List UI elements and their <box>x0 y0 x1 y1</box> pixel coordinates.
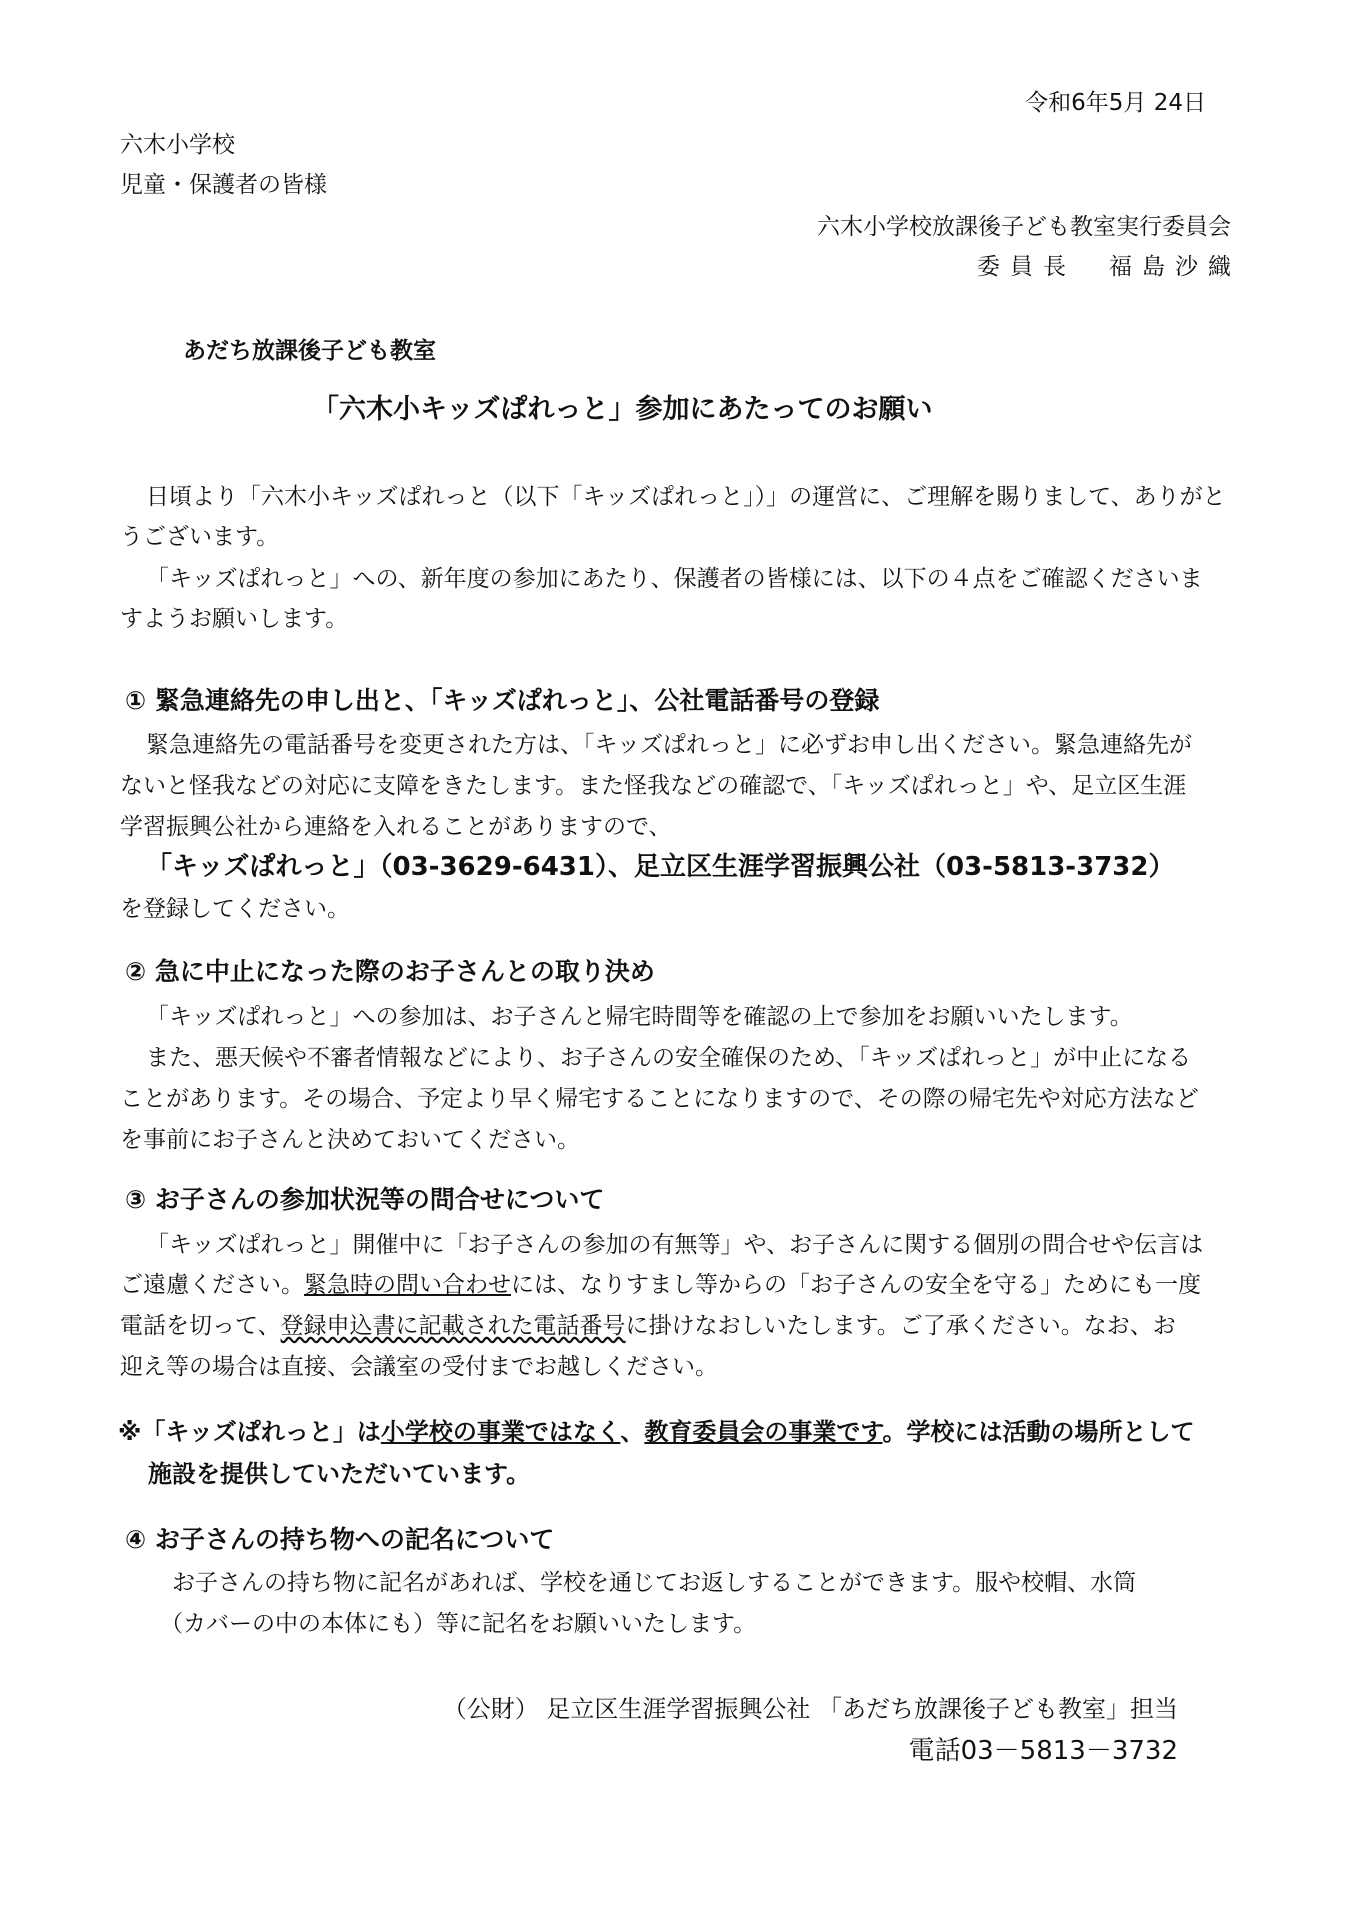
section-2-line: 「キッズぱれっと」への参加は、お子さんと帰宅時間等を確認の上で参加をお願いいたします。 <box>146 1004 1133 1030</box>
section-3-line: 「キッズぱれっと」開催中に「お子さんの参加の有無等」や、お子さんに関する個別の問合せや伝言は <box>146 1232 1204 1258</box>
section-4-heading: ④ お子さんの持ち物への記名について <box>125 1525 555 1554</box>
section-3-line: 迎え等の場合は直接、会議室の受付までお越しください。 <box>120 1354 718 1380</box>
intro-line: すようお願いします。 <box>120 606 349 632</box>
registration-phone-numbers: 「キッズぱれっと」（03-3629-6431）、足立区生涯学習振興公社（03-5813-3732） <box>146 852 1175 882</box>
section-3-line: ご遠慮ください。緊急時の問い合わせには、なりすまし等からの「お子さんの安全を守る」ためにも一度 <box>120 1272 1201 1298</box>
sender-chairperson: 委員長 福島沙織 <box>977 254 1241 280</box>
section-1-line: 緊急連絡先の電話番号を変更された方は、「キッズぱれっと」に必ずお申し出ください。緊急連絡先が <box>146 732 1193 758</box>
footer-phone: 電話03－5813－3732 <box>908 1736 1178 1766</box>
section-2-line: また、悪天候や不審者情報などにより、お子さんの安全確保のため、「キッズぱれっと」が中止になる <box>146 1045 1192 1071</box>
section-2-line: を事前にお子さんと決めておいてください。 <box>120 1127 580 1153</box>
note-underlined: 小学校の事業ではなく <box>380 1418 621 1446</box>
section-1-line: ないと怪我などの対応に支障をきたします。また怪我などの確認で、「キッズぱれっと」や、足立区生涯 <box>120 773 1187 799</box>
section-3-heading: ③ お子さんの参加状況等の問合せについて <box>125 1185 605 1214</box>
section-4-line: お子さんの持ち物に記名があれば、学校を通じてお返しすることができます。服や校帽、水筒 <box>172 1570 1137 1596</box>
note-underlined: 教育委員会の事業です <box>644 1418 883 1446</box>
note-line: 施設を提供していただいています。 <box>148 1460 531 1488</box>
recipient-parents: 児童・保護者の皆様 <box>120 172 327 198</box>
intro-line: うございます。 <box>120 524 280 550</box>
section-2-line: ことがあります。その場合、予定より早く帰宅することになりますので、その際の帰宅先や対応方法など <box>120 1086 1199 1112</box>
program-name: あだち放課後子ども教室 <box>183 338 436 364</box>
registered-phone-underlined: 登録申込書に記載された電話番号 <box>280 1313 626 1339</box>
intro-line: 「キッズぱれっと」への、新年度の参加にあたり、保護者の皆様には、以下の４点をご確認くださいま <box>146 566 1203 592</box>
recipient-school: 六木小学校 <box>120 132 235 158</box>
footer-organization: （公財） 足立区生涯学習振興公社 「あだち放課後子ども教室」担当 <box>442 1695 1178 1723</box>
section-1-line: を登録してください。 <box>120 896 350 922</box>
section-3-line: 電話を切って、登録申込書に記載された電話番号に掛けなおしいたします。ご了承ください。なお、お <box>120 1313 1176 1339</box>
section-4-line: （カバーの中の本体にも）等に記名をお願いいたします。 <box>160 1611 757 1637</box>
intro-line: 日頃より「六木小キッズぱれっと（以下「キッズぱれっと」）」の運営に、ご理解を賜りまして、ありがと <box>146 484 1226 510</box>
note-line: ※「キッズぱれっと」は小学校の事業ではなく、教育委員会の事業です。学校には活動の場所として <box>118 1418 1195 1446</box>
page-title: 「六木小キッズぱれっと」参加にあたってのお願い <box>312 394 933 425</box>
section-1-heading: ① 緊急連絡先の申し出と、「キッズぱれっと」、公社電話番号の登録 <box>125 686 880 715</box>
date: 令和6年5月 24日 <box>1025 90 1206 116</box>
section-1-line: 学習振興公社から連絡を入れることがありますので、 <box>120 814 672 840</box>
section-2-heading: ② 急に中止になった際のお子さんとの取り決め <box>125 957 655 986</box>
emergency-inquiry-underlined: 緊急時の問い合わせ <box>304 1272 511 1298</box>
sender-organization: 六木小学校放課後子ども教室実行委員会 <box>817 214 1231 240</box>
